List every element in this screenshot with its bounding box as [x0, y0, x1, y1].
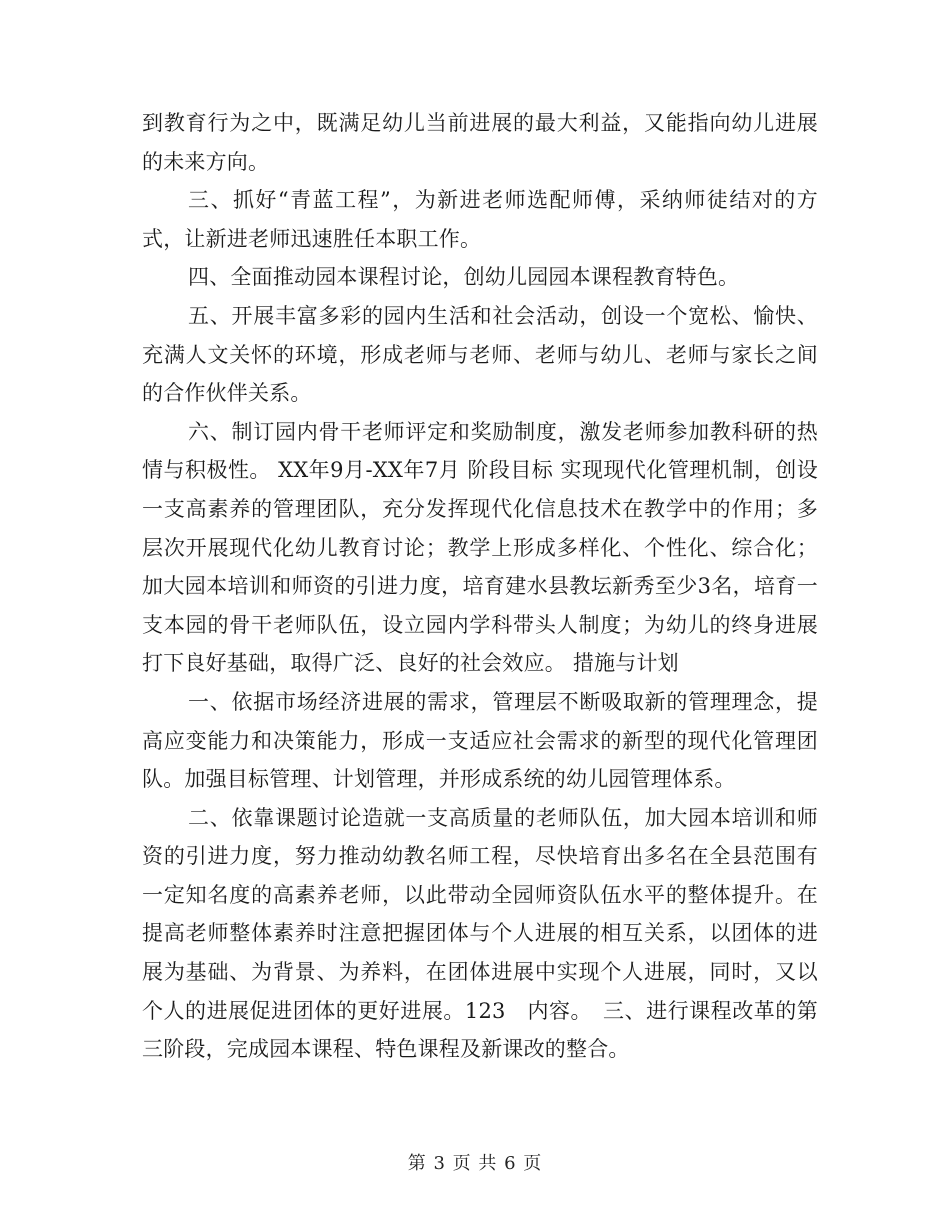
paragraph-activities: 五、开展丰富多彩的园内生活和社会活动，创设一个宽松、愉快、充满人文关怀的环境，形成老师与老师、老师与幼儿、老师与家长之间的合作伙伴关系。: [142, 303, 818, 406]
paragraph-management: 一、依据市场经济进展的需求，管理层不断吸取新的管理理念，提高应变能力和决策能力，形成一支适应社会需求的新型的现代化管理团队。加强目标管理、计划管理，并形成系统的幼儿园管理体系。: [142, 689, 818, 792]
paragraph-curriculum-discussion: 四、全面推动园本课程讨论，创幼儿园园本课程教育特色。: [188, 265, 740, 290]
paragraph-stage-goals: 六、制订园内骨干老师评定和奖励制度，激发老师参加教科研的热情与积极性。 XX年9月-XX年7月 阶段目标 实现现代化管理机制，创设一支高素养的管理团队，充分发挥现代化信息技术在教学中的作用；多层次开展现代化幼儿教育讨论；教学上形成多样化、个性化、综合化；加大园本培训和师资的引进力度，培育建水县教坛新秀至少3名，培育一支本园的骨干老师队伍，设立园内学科带头人制度；为幼儿的终身进展打下良好基础，取得广泛、良好的社会效应。 措施与计划: [142, 419, 818, 676]
document-body: [142, 104, 818, 1069]
paragraph-continuation: 到教育行为之中，既满足幼儿当前进展的最大利益，又能指向幼儿进展的未来方向。: [142, 111, 818, 174]
paragraph-qinglan-project: 三、抓好“青蓝工程”，为新进老师选配师傅，采纳师徒结对的方式，让新进老师迅速胜任本职工作。: [142, 188, 818, 251]
page-number-footer: 第 3 页 共 6 页: [407, 1153, 543, 1174]
paragraph-teacher-team: 二、依靠课题讨论造就一支高质量的老师队伍，加大园本培训和师资的引进力度，努力推动幼教名师工程，尽快培育出多名在全县范围有一定知名度的高素养老师，以此带动全园师资队伍水平的整体提升。在提高老师整体素养时注意把握团体与个人进展的相互关系，以团体的进展为基础、为背景、为养料，在团体进展中实现个人进展，同时，又以个人的进展促进团体的更好进展。123 内容。 三、进行课程改革的第三阶段，完成园本课程、特色课程及新课改的整合。: [142, 805, 818, 1062]
